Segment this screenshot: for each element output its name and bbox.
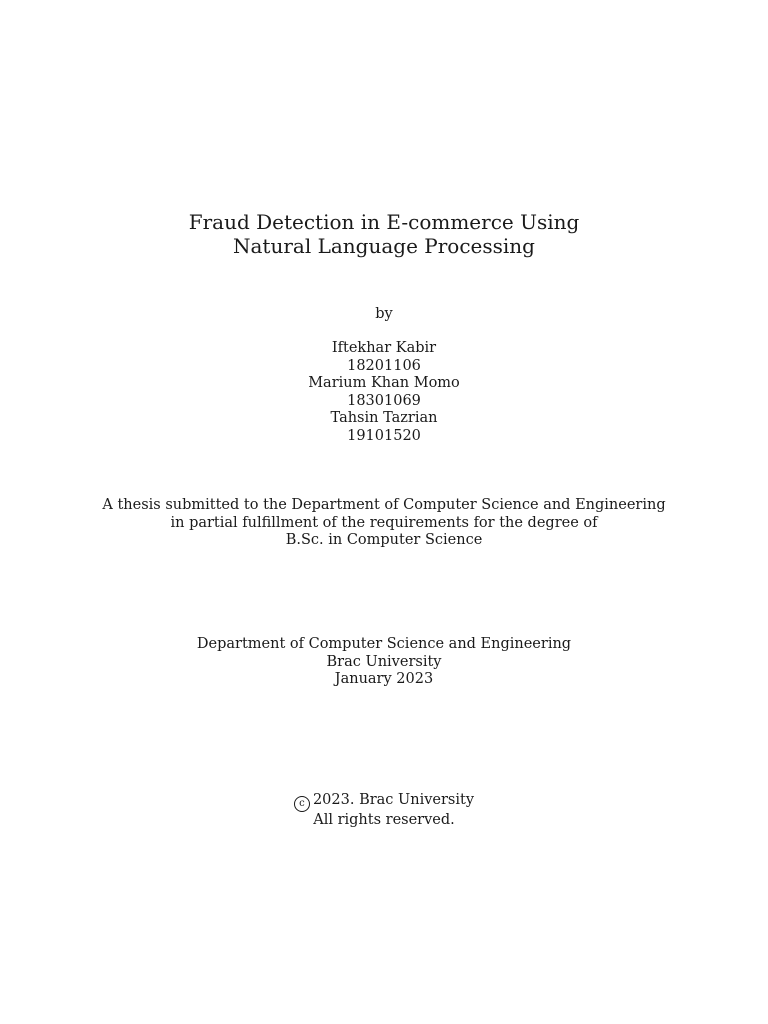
thesis-title (0, 210, 768, 258)
degree-name: B.Sc. in Computer Science (285, 532, 483, 549)
statement-line-2: in partial fulfillment of the requirements for the degree of (170, 514, 598, 531)
author-id: 19101520 (347, 427, 421, 444)
author-name: Marium Khan Momo (308, 375, 460, 392)
author-id: 18201106 (347, 357, 421, 374)
title-line-1: Fraud Detection in E-commerce Using (188, 210, 580, 234)
by-text: by (375, 306, 393, 322)
statement-line-1: A thesis submitted to the Department of Computer Science and Engineering (102, 497, 666, 513)
author-id: 18301069 (347, 392, 421, 409)
by-label (0, 306, 768, 324)
submission-statement (0, 497, 768, 550)
affiliation (0, 636, 768, 689)
copyright-icon: c (294, 796, 310, 812)
title-line-2: Natural Language Processing (233, 234, 535, 258)
copyright-text: 2023. Brac University (312, 792, 475, 808)
author-name: Tahsin Tazrian (330, 410, 438, 427)
author-name: Iftekhar Kabir (331, 340, 437, 356)
copyright-notice (0, 792, 768, 830)
authors-list (0, 340, 768, 446)
submission-date: January 2023 (334, 671, 434, 688)
university-name: Brac University (326, 653, 442, 670)
copyright-line-1 (0, 792, 768, 812)
department-name: Department of Computer Science and Engineering (196, 636, 572, 652)
rights-reserved: All rights reserved. (313, 812, 455, 828)
